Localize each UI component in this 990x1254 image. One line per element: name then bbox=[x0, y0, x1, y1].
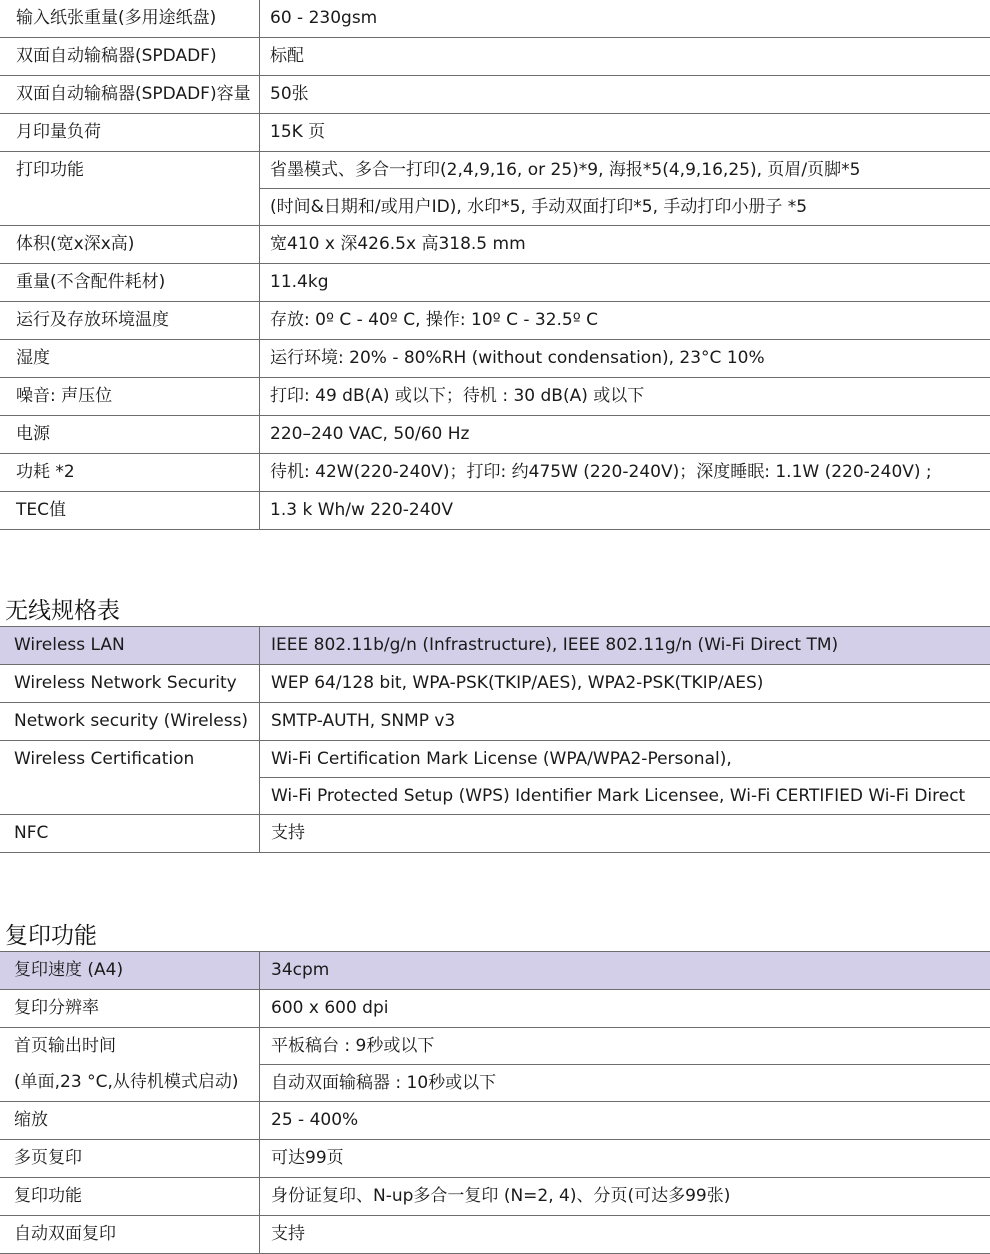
row-label: 噪音: 声压位 bbox=[16, 386, 113, 406]
table-row bbox=[0, 1140, 990, 1178]
row-label: 双面自动输稿器(SPDADF)容量 bbox=[16, 84, 251, 104]
row-label: Wireless Network Security bbox=[14, 673, 237, 693]
row-value: IEEE 802.11b/g/n (Infrastructure), IEEE 802.11g/n (Wi-Fi Direct TM) bbox=[271, 635, 839, 655]
row-label: 双面自动输稿器(SPDADF) bbox=[16, 46, 217, 66]
table-row bbox=[0, 1102, 990, 1140]
row-value: Wi-Fi Protected Setup (WPS) Identifier Mark Licensee, Wi-Fi CERTIFIED Wi-Fi Direct bbox=[271, 786, 966, 806]
row-label: 湿度 bbox=[16, 348, 50, 368]
table-row bbox=[0, 76, 990, 114]
row-label: 功耗 *2 bbox=[16, 462, 75, 482]
row-label: Wireless Certification bbox=[14, 749, 195, 769]
spec-table bbox=[0, 0, 990, 530]
row-value: 60 - 230gsm bbox=[270, 8, 378, 28]
table-row bbox=[0, 38, 990, 76]
row-label: 复印分辨率 bbox=[14, 998, 99, 1018]
row-label: 多页复印 bbox=[14, 1148, 82, 1168]
row-value: 支持 bbox=[271, 823, 305, 843]
row-label: 打印功能 bbox=[16, 160, 84, 180]
row-label: 复印速度 (A4) bbox=[14, 960, 124, 980]
row-value: SMTP-AUTH, SNMP v3 bbox=[271, 711, 456, 731]
copy-spec-table bbox=[0, 951, 990, 1254]
row-value: 待机: 42W(220-240V)；打印: 约475W (220-240V)；深度睡眠: 1.1W (220-240V) ; bbox=[270, 462, 932, 482]
row-value: 11.4kg bbox=[270, 272, 329, 292]
row-value: (时间&日期和/或用户ID), 水印*5, 手动双面打印*5, 手动打印小册子 *5 bbox=[270, 197, 808, 217]
row-value: 运行环境: 20% - 80%RH (without condensation), 23°C 10% bbox=[270, 348, 765, 368]
row-label: 缩放 bbox=[14, 1110, 48, 1130]
table-row bbox=[0, 492, 990, 530]
row-label: Wireless LAN bbox=[14, 635, 125, 655]
section-title-wireless: 无线规格表 bbox=[5, 598, 120, 624]
table-row bbox=[0, 990, 990, 1028]
row-value: 标配 bbox=[270, 46, 304, 66]
row-value: 可达99页 bbox=[271, 1148, 344, 1168]
row-label: 重量(不含配件耗材) bbox=[16, 272, 166, 292]
row-value: 1.3 k Wh/w 220-240V bbox=[270, 500, 453, 520]
table-row bbox=[0, 152, 990, 226]
table-row bbox=[0, 703, 990, 741]
row-label: NFC bbox=[14, 823, 49, 843]
table-row bbox=[0, 815, 990, 853]
row-label: 输入纸张重量(多用途纸盘) bbox=[16, 8, 217, 28]
row-value: 省墨模式、多合一打印(2,4,9,16, or 25)*9, 海报*5(4,9,16,25), 页眉/页脚*5 bbox=[260, 152, 990, 189]
row-label: 复印功能 bbox=[14, 1186, 82, 1206]
row-value: 身份证复印、N-up多合一复印 (N=2, 4)、分页(可达多99张) bbox=[271, 1186, 731, 1206]
row-value: WEP 64/128 bit, WPA-PSK(TKIP/AES), WPA2-PSK(TKIP/AES) bbox=[271, 673, 764, 693]
row-label: 自动双面复印 bbox=[14, 1224, 116, 1244]
row-value: 宽410 x 深426.5x 高318.5 mm bbox=[270, 234, 526, 254]
table-row bbox=[0, 264, 990, 302]
table-row bbox=[0, 1216, 990, 1254]
row-value: 平板稿台 : 9秒或以下 bbox=[260, 1028, 990, 1065]
row-label: 月印量负荷 bbox=[16, 122, 101, 142]
table-row bbox=[0, 1178, 990, 1216]
row-label: 首页输出时间 bbox=[14, 1036, 116, 1056]
row-value: 50张 bbox=[270, 84, 309, 104]
row-value: 打印: 49 dB(A) 或以下；待机 : 30 dB(A) 或以下 bbox=[270, 386, 645, 406]
row-label: 运行及存放环境温度 bbox=[16, 310, 169, 330]
section-title-copy: 复印功能 bbox=[5, 923, 97, 949]
table-row bbox=[0, 0, 990, 38]
row-label: Network security (Wireless) bbox=[14, 711, 249, 731]
row-label: 体积(宽x深x高) bbox=[16, 234, 135, 254]
row-value: 存放: 0º C - 40º C, 操作: 10º C - 32.5º C bbox=[270, 310, 599, 330]
row-value: 34cpm bbox=[271, 960, 330, 980]
row-label: TEC值 bbox=[16, 500, 66, 520]
table-row bbox=[0, 378, 990, 416]
table-row bbox=[0, 741, 990, 815]
table-row bbox=[0, 416, 990, 454]
row-label-note: (单面,23 °C,从待机模式启动) bbox=[14, 1072, 239, 1092]
table-row bbox=[0, 627, 990, 665]
table-row bbox=[0, 952, 990, 990]
row-label: 电源 bbox=[16, 424, 50, 444]
table-row bbox=[0, 665, 990, 703]
row-value: 15K 页 bbox=[270, 122, 326, 142]
row-value: 25 - 400% bbox=[271, 1110, 359, 1130]
table-row bbox=[0, 114, 990, 152]
row-value: 支持 bbox=[271, 1224, 305, 1244]
table-row bbox=[0, 340, 990, 378]
row-value: 220–240 VAC, 50/60 Hz bbox=[270, 424, 470, 444]
wireless-spec-table bbox=[0, 626, 990, 853]
row-value: 自动双面输稿器 : 10秒或以下 bbox=[271, 1073, 497, 1093]
table-row bbox=[0, 454, 990, 492]
table-row bbox=[0, 1028, 990, 1102]
row-value: 600 x 600 dpi bbox=[271, 998, 389, 1018]
row-value: Wi-Fi Certification Mark License (WPA/WPA2-Personal), bbox=[260, 741, 990, 778]
table-row bbox=[0, 302, 990, 340]
table-row bbox=[0, 226, 990, 264]
